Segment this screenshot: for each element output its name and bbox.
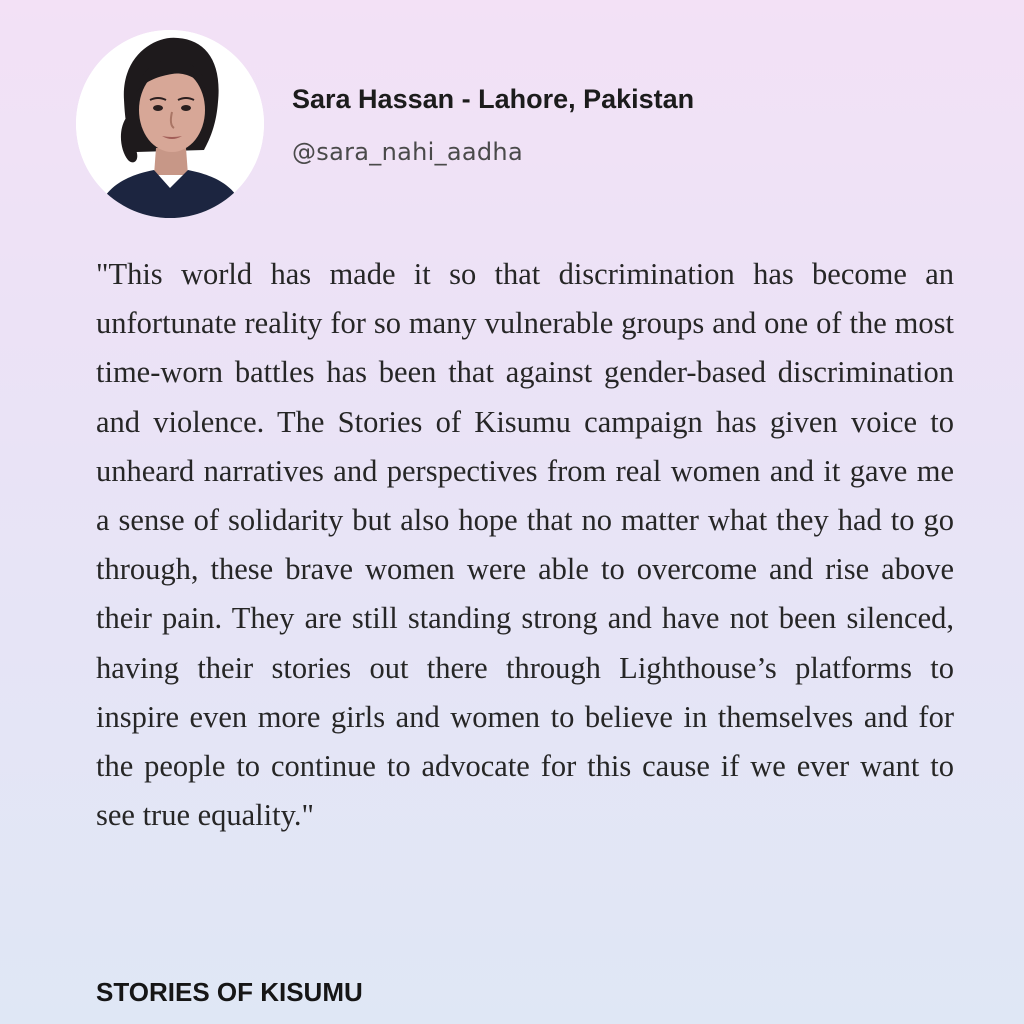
profile-photo-icon xyxy=(76,30,264,218)
campaign-label: STORIES OF KISUMU xyxy=(96,977,363,1007)
testimonial-quote: "This world has made it so that discrimination has become an unfortunate reality for so many vulnerable groups and one of the most time-worn battles has been that against gender-based discrimination and violence. The Stories of Kisumu campaign has given voice to unheard narratives and perspectives from real women and it gave me a sense of solidarity but also hope that no matter what they had to go through, these brave women were able to overcome and rise above their pain. They are still standing strong and have not been silenced, having their stories out there through Lighthouse’s platforms to inspire even more girls and women to believe in themselves and for the people to continue to advocate for this cause if we ever want to see true equality." xyxy=(96,257,954,833)
profile-name: Sara Hassan - Lahore, Pakistan xyxy=(292,84,695,114)
avatar xyxy=(76,30,264,218)
profile-handle[interactable]: @sara_nahi_aadha xyxy=(292,138,523,166)
